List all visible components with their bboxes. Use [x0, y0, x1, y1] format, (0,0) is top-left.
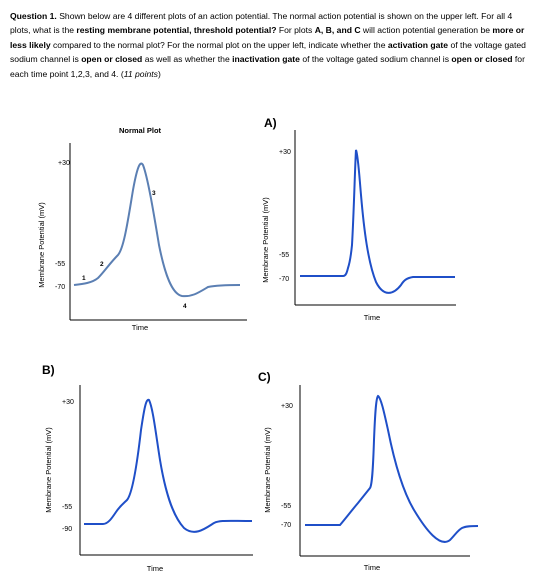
time-point-2: 2 [100, 261, 104, 268]
plot-c-tick-rest: -70 [281, 522, 292, 529]
plot-a-xlabel: Time [363, 313, 381, 322]
question-segment: Question 1. [10, 11, 60, 21]
plot-b-tick-high: +30 [62, 399, 74, 406]
question-segment: for each time point 1,2,3, and 4. ( [10, 54, 525, 79]
question-segment: open or closed [451, 54, 513, 65]
normal-plot-title: Normal Plot [118, 126, 162, 135]
plot-c-action-potential-line [305, 396, 478, 542]
question-segment: more or less likely [10, 25, 525, 50]
question-segment: inactivation gate [232, 54, 300, 65]
normal-tick-high: +30 [58, 160, 70, 167]
question-segment: as well as whether the [142, 54, 233, 65]
question-segment: activation gate [387, 39, 449, 50]
question-segment: will action potential generation be [360, 25, 493, 36]
plot-b-action-potential-line [84, 400, 252, 532]
normal-tick-threshold: -55 [55, 261, 66, 268]
question-segment: of the voltage gated sodium channel is [299, 54, 452, 65]
plot-b-label: B) [42, 363, 55, 377]
plot-c-label: C) [258, 370, 271, 384]
question-segment: A, B, and C [314, 25, 361, 36]
normal-plot [37, 126, 247, 332]
plot-a-label: A) [264, 116, 277, 130]
question-segment: ) [157, 68, 161, 79]
plot-b [42, 363, 253, 573]
plot-a [261, 116, 456, 322]
question-segment: of the voltage gated sodium channel is [10, 39, 526, 65]
plot-a-tick-rest: -70 [279, 276, 290, 283]
plot-a-action-potential-line [300, 150, 455, 293]
plot-a-tick-threshold: -55 [279, 252, 290, 259]
plot-a-ylabel: Membrane Potential (mV) [261, 197, 270, 283]
plot-b-ylabel: Membrane Potential (mV) [44, 427, 53, 513]
time-point-1: 1 [82, 275, 86, 282]
plot-c [258, 370, 478, 572]
question-segment: 11 points [123, 68, 158, 79]
plot-c-tick-threshold: -55 [281, 503, 292, 510]
plot-c-xlabel: Time [363, 563, 381, 572]
plot-b-tick-rest: -90 [62, 526, 73, 533]
normal-plot-xlabel: Time [131, 323, 149, 332]
normal-action-potential-line [74, 164, 240, 297]
plot-b-xlabel: Time [146, 564, 164, 573]
normal-plot-ylabel: Membrane Potential (mV) [37, 202, 46, 288]
plot-b-tick-threshold: -55 [62, 504, 73, 511]
question-segment: For plots [276, 25, 315, 36]
question-segment: resting membrane potential, threshold potential? [76, 25, 277, 36]
plot-c-ylabel: Membrane Potential (mV) [263, 427, 272, 513]
question-segment: open or closed [81, 54, 143, 65]
plot-c-tick-high: +30 [281, 403, 293, 410]
time-point-3: 3 [152, 190, 156, 197]
question-segment: Shown below are 4 different plots of an action potential. The normal action potential is shown on the upper left. For all 4 plots, what is the [10, 11, 513, 36]
time-point-4: 4 [183, 303, 187, 310]
plot-a-tick-high: +30 [279, 149, 291, 156]
question-segment: compared to the normal plot? For the normal plot on the upper left, indicate whether the [50, 39, 388, 50]
normal-tick-rest: -70 [55, 284, 66, 291]
